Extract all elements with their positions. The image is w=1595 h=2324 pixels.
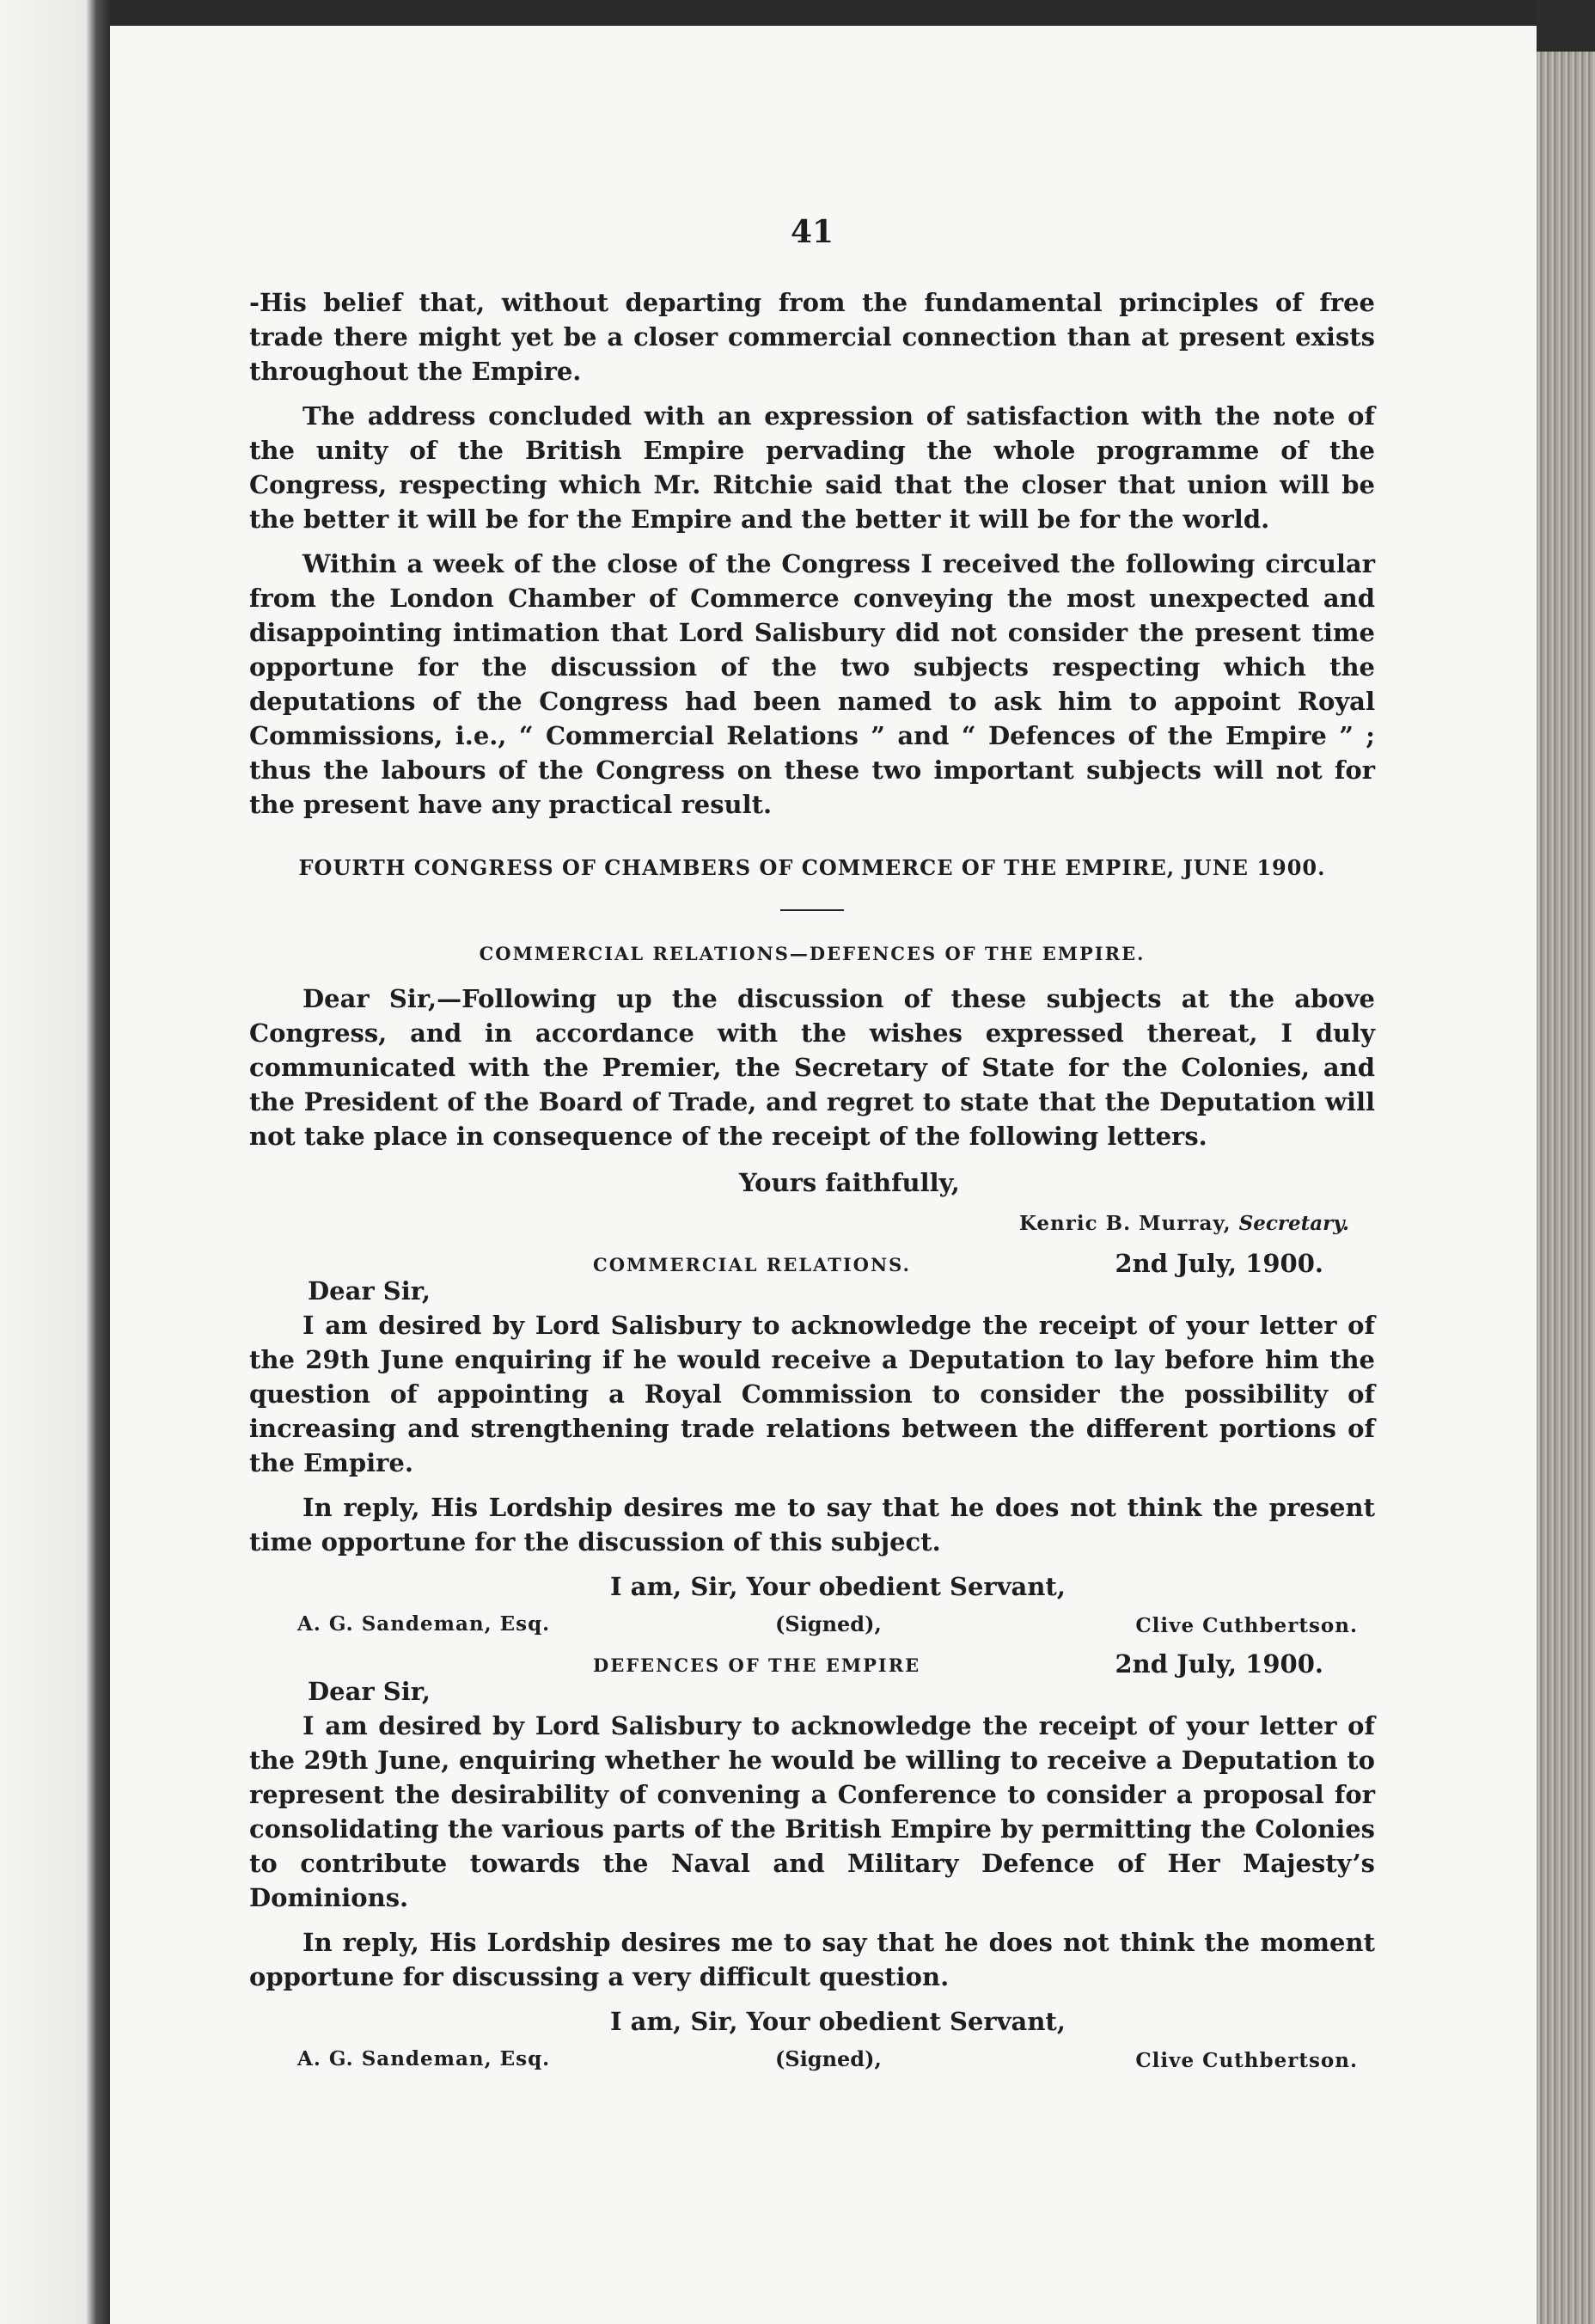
- congress-heading: FOURTH CONGRESS OF CHAMBERS OF COMMERCE OF THE EMPIRE, JUNE 1900.: [298, 855, 1326, 880]
- intro-paragraph-3: Within a week of the close of the Congress I received the following circular from the London Chamber of Commerce conveying the most unexpected and disappointing intimation that Lord Salisbury did not consider the present time opportune for the discussion of the two subjects respecting which the deputations of the Congress had been named to ask him to appoint Royal Commissions, i.e., “ Commercial Relations ” and “ Defences of the Empire ” ; thus the labours of the Congress on these two important subjects will not for the present have any practical result.: [249, 549, 1375, 819]
- circular-closing: Yours faithfully,: [739, 1168, 960, 1197]
- letter2-closing: I am, Sir, Your obedient Servant,: [610, 2007, 1066, 2036]
- page-content: [249, 215, 1375, 2076]
- scan-corner: [1537, 0, 1595, 52]
- letter2-sender: Clive Cuthbertson.: [1135, 2049, 1358, 2072]
- letter1-date: 2nd July, 1900.: [1115, 1249, 1323, 1278]
- intro-paragraph-1: -His belief that, without departing from the fundamental principles of free trade there might yet be a closer commercial connection than at present exists throughout the Empire.: [249, 288, 1375, 386]
- congress-subheading: COMMERCIAL RELATIONS—DEFENCES OF THE EMPIRE.: [479, 943, 1146, 964]
- letter1-recipient: A. G. Sandeman, Esq.: [297, 1612, 551, 1636]
- letter1-header: [249, 1248, 1375, 1308]
- intro-paragraph-2: The address concluded with an expression of satisfaction with the note of the unity of the British Empire pervading the whole programme of the Congress, respecting which Mr. Ritchie said that the closer that union will be the better it will be for the Empire and the better it will be for the world.: [249, 401, 1375, 534]
- letter2-salutation: Dear Sir,: [308, 1677, 431, 1706]
- letter1-sender: Clive Cuthbertson.: [1135, 1614, 1358, 1637]
- letter1-paragraph-1: I am desired by Lord Salisbury to acknowledge the receipt of your letter of the 29th June enquiring if he would receive a Deputation to lay before him the question of appointing a Royal Commission to consider the possibility of increasing and strengthening trade relations between the different portions of the Empire.: [249, 1311, 1375, 1477]
- circular-signature: [249, 1207, 1349, 1241]
- heading-rule: [780, 909, 844, 911]
- letter2-recipient: A. G. Sandeman, Esq.: [297, 2047, 551, 2070]
- book-page-edges: [1537, 52, 1595, 2324]
- letter2-signature-line: [249, 2042, 1375, 2076]
- page-number: 41: [790, 214, 834, 250]
- letter2-paragraph-2: In reply, His Lordship desires me to say that he does not think the moment opportune for discussing a very difficult question.: [249, 1928, 1375, 1991]
- letter1-paragraph-2: In reply, His Lordship desires me to say that he does not think the present time opportune for the discussion of this subject.: [249, 1493, 1375, 1556]
- letter2-date: 2nd July, 1900.: [1115, 1649, 1323, 1679]
- circular-signatory: Kenric B. Murray,: [1018, 1212, 1231, 1235]
- letter2-paragraph-1: I am desired by Lord Salisbury to acknowledge the receipt of your letter of the 29th June, enquiring whether he would be willing to receive a Deputation to represent the desirability of convening a Conference to consider a proposal for consolidating the various parts of the British Empire by permitting the Colonies to contribute towards the Naval and Military Defence of Her Majesty’s Dominions.: [249, 1711, 1375, 1912]
- circular-body: Dear Sir,—Following up the discussion of these subjects at the above Congress, and in accordance with the wishes expressed thereat, I duly communicated with the Premier, the Secretary of State for the Colonies, and the President of the Board of Trade, and regret to state that the Deputation will not take place in consequence of the receipt of the following letters.: [249, 984, 1375, 1151]
- letter2-signed: (Signed),: [775, 2046, 882, 2071]
- circular-signatory-role: Secretary.: [1238, 1212, 1349, 1235]
- letter1-title: COMMERCIAL RELATIONS.: [593, 1254, 911, 1275]
- page-left-margin: [0, 0, 110, 2324]
- letter2-title: DEFENCES OF THE EMPIRE: [593, 1654, 921, 1676]
- letter1-signed: (Signed),: [775, 1612, 882, 1636]
- letter1-signature-line: [249, 1607, 1375, 1642]
- letter1-closing: I am, Sir, Your obedient Servant,: [610, 1572, 1066, 1601]
- letter2-header: [249, 1648, 1375, 1709]
- letter1-salutation: Dear Sir,: [308, 1276, 431, 1306]
